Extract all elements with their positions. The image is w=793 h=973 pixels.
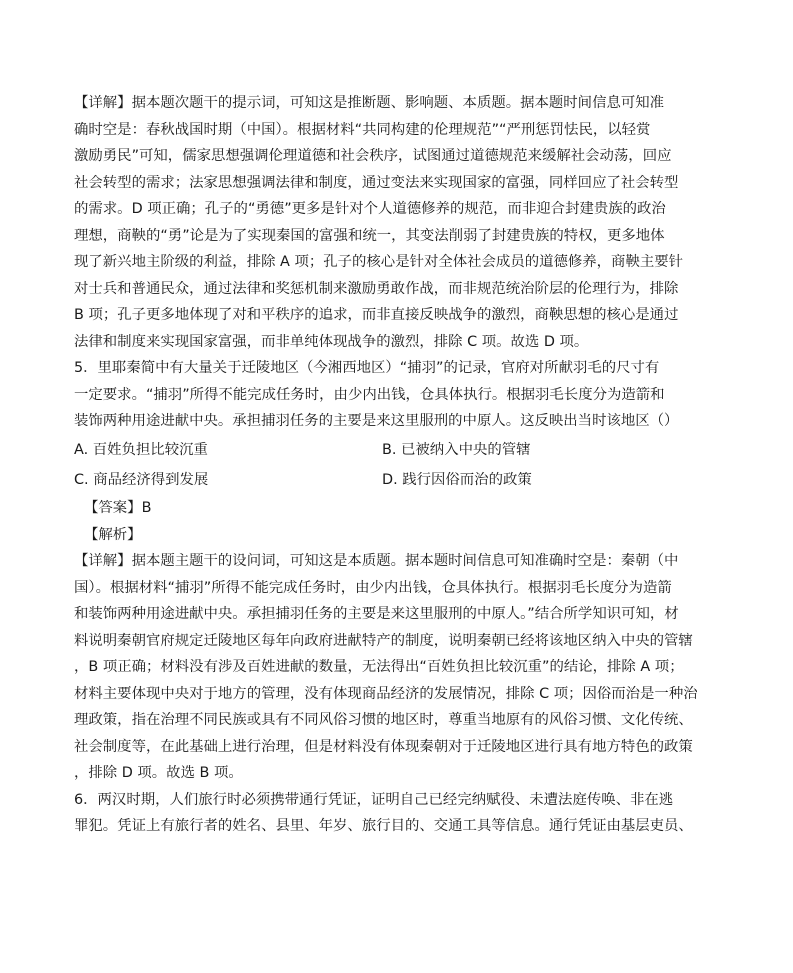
q4-explanation — [74, 90, 684, 355]
document-page — [74, 90, 698, 840]
text-line: 一定要求。“捕羽”所得不能完成任务时，由少内出钱，仓具体执行。根据羽毛长度分为造箭和 — [74, 386, 665, 403]
text-line: ，排除 D 项。故选 B 项。 — [74, 765, 243, 781]
q5-answer-block — [74, 495, 684, 548]
text-line: 装饰两种用途进献中央。承担捕羽任务的主要是来这里服刑的中原人。这反映出当时该地区（） — [74, 413, 679, 429]
text-line: B 项；孔子更多地体现了对和平秩序的追求，而非直接反映战争的激烈，商鞅思想的核心是通过 — [74, 307, 679, 323]
text-line: 国）。根据材料“捕羽”所得不能完成任务时，由少内出钱，仓具体执行。根据羽毛长度分为造箭 — [74, 579, 672, 596]
text-line: 社会转型的需求；法家思想强调法律和制度，通过变法来实现国家的富强，同样回应了社会转型 — [74, 174, 679, 191]
text-line: 料说明秦朝官府规定迁陵地区每年向政府进献特产的制度，说明秦朝已经将该地区纳入中央的管辖 — [74, 632, 693, 649]
text-line: 材料主要体现中央对于地方的管理，没有体现商品经济的发展情况，排除 C 项；因俗而治是一种治 — [74, 685, 698, 702]
text-line: 理想，商鞅的“勇”论是为了实现秦国的富强和统一，其变法削弱了封建贵族的特权，更多地体 — [74, 227, 665, 244]
text-line: 现了新兴地主阶级的利益，排除 A 项；孔子的核心是针对全体社会成员的道德修养，商鞅主要针 — [74, 254, 684, 270]
text-line: 激励勇民”可知，儒家思想强调伦理道德和社会秩序，试图通过道德规范来缓解社会动荡，回应 — [74, 148, 672, 164]
q5-stem — [74, 355, 684, 435]
q6-stem — [74, 787, 693, 840]
text-line: 社会制度等，在此基础上进行治理，但是材料没有体现秦朝对于迁陵地区进行具有地方特色的政策 — [74, 738, 693, 755]
text-line: 法律和制度来实现国家富强，而非单纯体现战争的激烈，排除 C 项。故选 D 项。 — [74, 333, 589, 350]
option-d: D. 践行因俗而治的政策 — [382, 471, 532, 488]
analysis-label: 【解析】 — [84, 526, 142, 543]
q5-options — [74, 437, 684, 494]
text-line: 确时空是：春秋战国时期（中国）。根据材料“共同构建的伦理规范”“严刑惩罚怯民，以轻赏 — [74, 121, 651, 138]
option-c: C. 商品经济得到发展 — [74, 471, 209, 488]
text-line: 罪犯。凭证上有旅行者的姓名、县里、年岁、旅行目的、交通工具等信息。通行凭证由基层吏员、 — [74, 818, 693, 834]
text-line: 【详解】据本题主题干的设问词，可知这是本质题。据本题时间信息可知准确时空是：秦朝（中 — [74, 553, 679, 569]
option-b: B. 已被纳入中央的管辖 — [382, 441, 531, 458]
text-line: 6．两汉时期，人们旅行时必须携带通行凭证，证明自己已经完纳赋役、未遭法庭传唤、非在逃 — [74, 791, 674, 808]
text-line: ，B 项正确；材料没有涉及百姓进献的数量，无法得出“百姓负担比较沉重”的结论，排除 A 项； — [74, 659, 684, 675]
text-line: 和装饰两种用途进献中央。承担捕羽任务的主要是来这里服刑的中原人。”结合所学知识可知，材 — [74, 606, 679, 622]
text-line: 的需求。D 项正确；孔子的“勇德”更多是针对个人道德修养的规范，而非迎合封建贵族的政治 — [74, 201, 666, 217]
answer-label: 【答案】B — [84, 500, 152, 516]
q5-explanation — [74, 548, 698, 787]
text-line: 对士兵和普通民众，通过法律和奖惩机制来激励勇敢作战，而非规范统治阶层的伦理行为，排除 — [74, 280, 679, 297]
text-line: 【详解】据本题次题干的提示词，可知这是推断题、影响题、本质题。据本题时间信息可知准 — [74, 95, 665, 111]
text-line: 理政策，指在治理不同民族或具有不同风俗习惯的地区时，尊重当地原有的风俗习惯、文化传统、 — [74, 712, 693, 728]
text-line: 5．里耶秦简中有大量关于迁陵地区（今湘西地区）“捕羽”的记录，官府对所献羽毛的尺寸有 — [74, 360, 660, 376]
option-a: A. 百姓负担比较沉重 — [74, 441, 208, 458]
